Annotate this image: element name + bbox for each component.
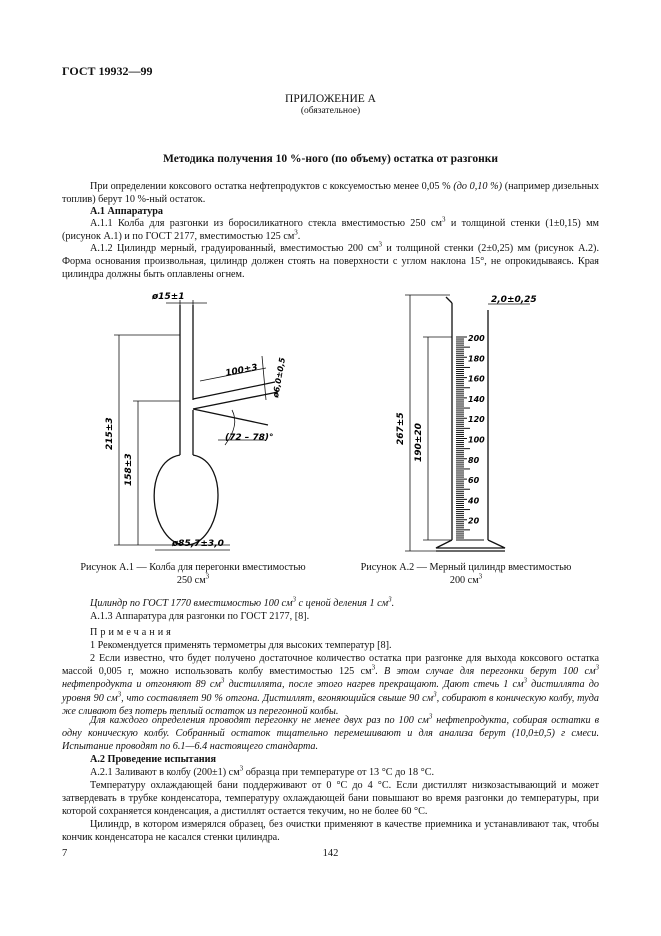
side-tube-length-dim: 100±3 xyxy=(224,362,259,379)
note-3: Для каждого определения проводят перегонку не менее двух раз по 100 $см^3$ нефтепродукта, собирая остатки в одну коническую колбу. Собранный остаток тщательно перемешивают и для анализа берут (10,0±0,5) г смеси. Испытание проводят по 6.1—6.4 настоящего стандарта. xyxy=(62,712,599,753)
figure-a1-caption: Рисунок А.1 — Колба для перегонки вместимостью 250 $см^3$ xyxy=(80,562,306,586)
paragraph-a1-1: А.1.1 Колба для разгонки из боросиликатного стекла вместимостью 250 $см^3$ и толщиной стенки (1±0,15) мм (рисунок А.1) и по ГОСТ 2177, вместимостью 125 $см^3$. xyxy=(62,215,599,243)
scale-label: 160 xyxy=(468,374,485,384)
scale-label: 200 xyxy=(468,334,485,343)
scale-label: 60 xyxy=(468,476,480,486)
overall-height-dim: 215±3 xyxy=(105,417,115,450)
side-tube-angle-dim: (72 – 78)° xyxy=(225,433,274,443)
bulb-diameter-dim: ø85,7±3,0 xyxy=(172,539,224,549)
annex-subtitle: (обязательное) xyxy=(300,106,361,116)
scale-label: 180 xyxy=(468,354,485,364)
cylinder-height-dim: 267±5 xyxy=(396,412,406,445)
paragraph-a1-3: А.1.3 Аппаратура для разгонки по ГОСТ 2177, [8]. xyxy=(90,611,310,622)
scale-label: 40 xyxy=(468,496,480,506)
scale-height-dim: 190±20 xyxy=(414,423,424,462)
notes-label: Примечания xyxy=(90,627,174,638)
bulb-height-dim: 158±3 xyxy=(124,453,134,486)
scale-label: 100 xyxy=(468,435,485,445)
wall-thickness-dim: 2,0±0,25 xyxy=(491,295,537,305)
intro-paragraph: При определении коксового остатка нефтепродуктов с коксуемостью менее 0,05 % (до 0,10 %) (например дизельных топлив) берут 10 %-ный остаток. xyxy=(62,181,599,206)
note-1: 1 Рекомендуется применять термометры для высоких температур [8]. xyxy=(90,640,392,651)
neck-diameter-dim: ø15±1 xyxy=(152,292,185,302)
note-2: 2 Если известно, что будет получено достаточное количество остатка при разгонке для выхода коксового остатка массой 0,005 г, можно использовать колбу вместимостью 125 $см^3$. В этом случае для перегонки берут 100 $см^3$ нефтепродукта и отгоняют 89 $см^3$ дистиллята, после этого нагрев прекращают. Дают стечь 1 $см^3$ дистиллята до уровня 90 $см^3$, что составляет 90 % отгона. Дистиллят, вгоняющийся свыше 90 $см^3$, собирают в коническую колбу, туда же сливают без потерь теплый остаток из перегонной колбы. xyxy=(62,653,599,717)
section-a1-heading: А.1 Аппаратура xyxy=(90,206,163,217)
annex-title: ПРИЛОЖЕНИЕ А xyxy=(285,93,376,105)
scale-label: 120 xyxy=(468,415,485,425)
section-a2-heading: А.2 Проведение испытания xyxy=(90,754,217,765)
scale-label: 20 xyxy=(468,516,480,526)
cylinder-note: Цилиндр по ГОСТ 1770 вместимостью 100 $см^3$ с ценой деления 1 $см^3$. xyxy=(90,595,395,609)
document-code: ГОСТ 19932—99 xyxy=(62,64,153,78)
scale-label: 140 xyxy=(468,394,485,404)
scale-label: 80 xyxy=(468,455,480,465)
cylinder-receiver-paragraph: Цилиндр, в котором измерялся образец, без очистки применяют в качестве приемника и устанавливают так, чтобы кончик конденсатора не касался стенки цилиндра. xyxy=(62,819,599,844)
side-tube-diameter-dim: ø6,0±0,5 xyxy=(271,356,288,399)
paragraph-a1-2: А.1.2 Цилиндр мерный, градуированный, вместимостью 200 $см^3$ и толщиной стенки (2±0,25) мм (рисунок А.2). Форма основания произвольная, цилиндр должен стоять на поверхности с углом наклона 15°, не опрокидываясь. Края цилиндра должны быть оплавлены огнем. xyxy=(62,240,599,281)
cooling-paragraph: Температуру охлаждающей бани поддерживают от 0 °С до 4 °С. Если дистиллят низкозастывающий и может затвердевать в трубке конденсатора, температуру охлаждающей бани повышают во время разгонки до температуры, при которой сохраняется конденсация, а дистиллят остается текучим, но не более 60 °С. xyxy=(62,780,599,818)
paragraph-a2-1: А.2.1 Заливают в колбу (200±1) $см^3$ образца при температуре от 13 °С до 18 °С. xyxy=(90,764,435,778)
figure-a2-caption: Рисунок А.2 — Мерный цилиндр вместимостью 200 $см^3$ xyxy=(360,562,572,586)
page-number: 142 xyxy=(322,848,339,859)
method-title: Методика получения 10 %-ного (по объему) остатка от разгонки xyxy=(163,153,498,165)
page-marker-left: 7 xyxy=(62,848,68,859)
